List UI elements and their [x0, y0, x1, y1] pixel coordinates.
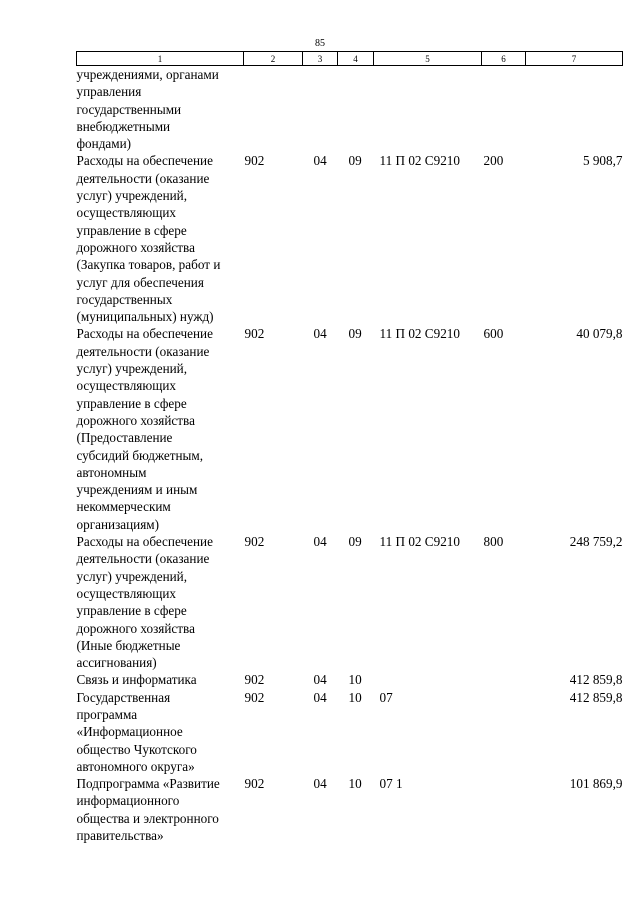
section-cell: 04: [313, 326, 327, 342]
target-article-cell: 07 1: [379, 776, 403, 792]
table-row: [77, 689, 623, 775]
section-cell: 04: [313, 672, 327, 688]
table-row: [77, 671, 623, 688]
subsection-cell: [338, 66, 374, 153]
table-row: [77, 325, 623, 533]
expense-name-cell: учреждениями, органами управления государственными внебюджетными фондами): [76, 67, 219, 152]
expense-type-cell: [482, 689, 526, 775]
table-row: [77, 152, 623, 325]
subsection-cell: 09: [348, 534, 362, 550]
amount-cell: 412 859,8: [569, 672, 623, 688]
amount-cell: 5 908,7: [582, 153, 623, 169]
target-article-cell: [374, 671, 482, 688]
amount-cell: 248 759,2: [569, 534, 623, 550]
amount-cell: 101 869,9: [569, 776, 623, 792]
subsection-cell: 10: [348, 672, 362, 688]
section-cell: [303, 66, 338, 153]
expense-name-cell: Расходы на обеспечение деятельности (оказание услуг) учреждений, осуществляющих управление в сфере дорожного хозяйства (Закупка товаров, работ и услуг для обеспечения государственных (муниципальных) нужд): [76, 153, 221, 325]
target-article-cell: 11 П 02 С9210: [379, 534, 460, 550]
column-header: 6: [482, 52, 526, 66]
amount-cell: [526, 66, 623, 153]
admin-code-cell: 902: [244, 672, 265, 688]
expense-name-cell: Государственная программа «Информационное общество Чукотского автономного округа»: [76, 689, 197, 774]
expense-type-cell: 800: [483, 534, 504, 550]
expense-type-cell: [482, 66, 526, 153]
table-row: [77, 533, 623, 671]
table-row: [77, 775, 623, 844]
section-cell: 04: [313, 534, 327, 550]
expense-type-cell: 600: [483, 326, 504, 342]
expense-type-cell: [482, 671, 526, 688]
admin-code-cell: [244, 66, 303, 153]
target-article-cell: 11 П 02 С9210: [379, 153, 460, 169]
target-article-cell: 07: [379, 689, 393, 705]
column-header: 4: [338, 52, 374, 66]
subsection-cell: 09: [348, 326, 362, 342]
column-header: 1: [77, 52, 244, 66]
admin-code-cell: 902: [244, 776, 265, 792]
expense-name-cell: Расходы на обеспечение деятельности (оказание услуг) учреждений, осуществляющих управление в сфере дорожного хозяйства (Иные бюджетные ассигнования): [76, 534, 213, 671]
column-header: 2: [244, 52, 303, 66]
column-number-header-row: [77, 52, 623, 66]
subsection-cell: 09: [348, 153, 362, 169]
admin-code-cell: 902: [244, 326, 265, 342]
expense-type-cell: 200: [483, 153, 504, 169]
admin-code-cell: 902: [244, 689, 265, 705]
subsection-cell: 10: [348, 776, 362, 792]
expense-name-cell: Связь и информатика: [76, 672, 197, 688]
target-article-cell: [374, 66, 482, 153]
target-article-cell: 11 П 02 С9210: [379, 326, 460, 342]
amount-cell: 412 859,8: [569, 689, 623, 705]
subsection-cell: 10: [348, 689, 362, 705]
expense-type-cell: [482, 775, 526, 844]
admin-code-cell: 902: [244, 534, 265, 550]
column-header: 7: [526, 52, 623, 66]
column-header: 5: [374, 52, 482, 66]
budget-table: [76, 51, 623, 844]
expense-name-cell: Подпрограмма «Развитие информационного общества и электронного правительства»: [76, 776, 220, 844]
table-row: [77, 66, 623, 153]
column-header: 3: [303, 52, 338, 66]
admin-code-cell: 902: [244, 153, 265, 169]
amount-cell: 40 079,8: [576, 326, 623, 342]
section-cell: 04: [313, 153, 327, 169]
section-cell: 04: [313, 776, 327, 792]
section-cell: 04: [313, 689, 327, 705]
expense-name-cell: Расходы на обеспечение деятельности (оказание услуг) учреждений, осуществляющих управление в сфере дорожного хозяйства (Предоставление субсидий бюджетным, автономным учреждениям и иным некоммерческим организациям): [76, 326, 213, 532]
page-number: 85: [315, 38, 325, 49]
